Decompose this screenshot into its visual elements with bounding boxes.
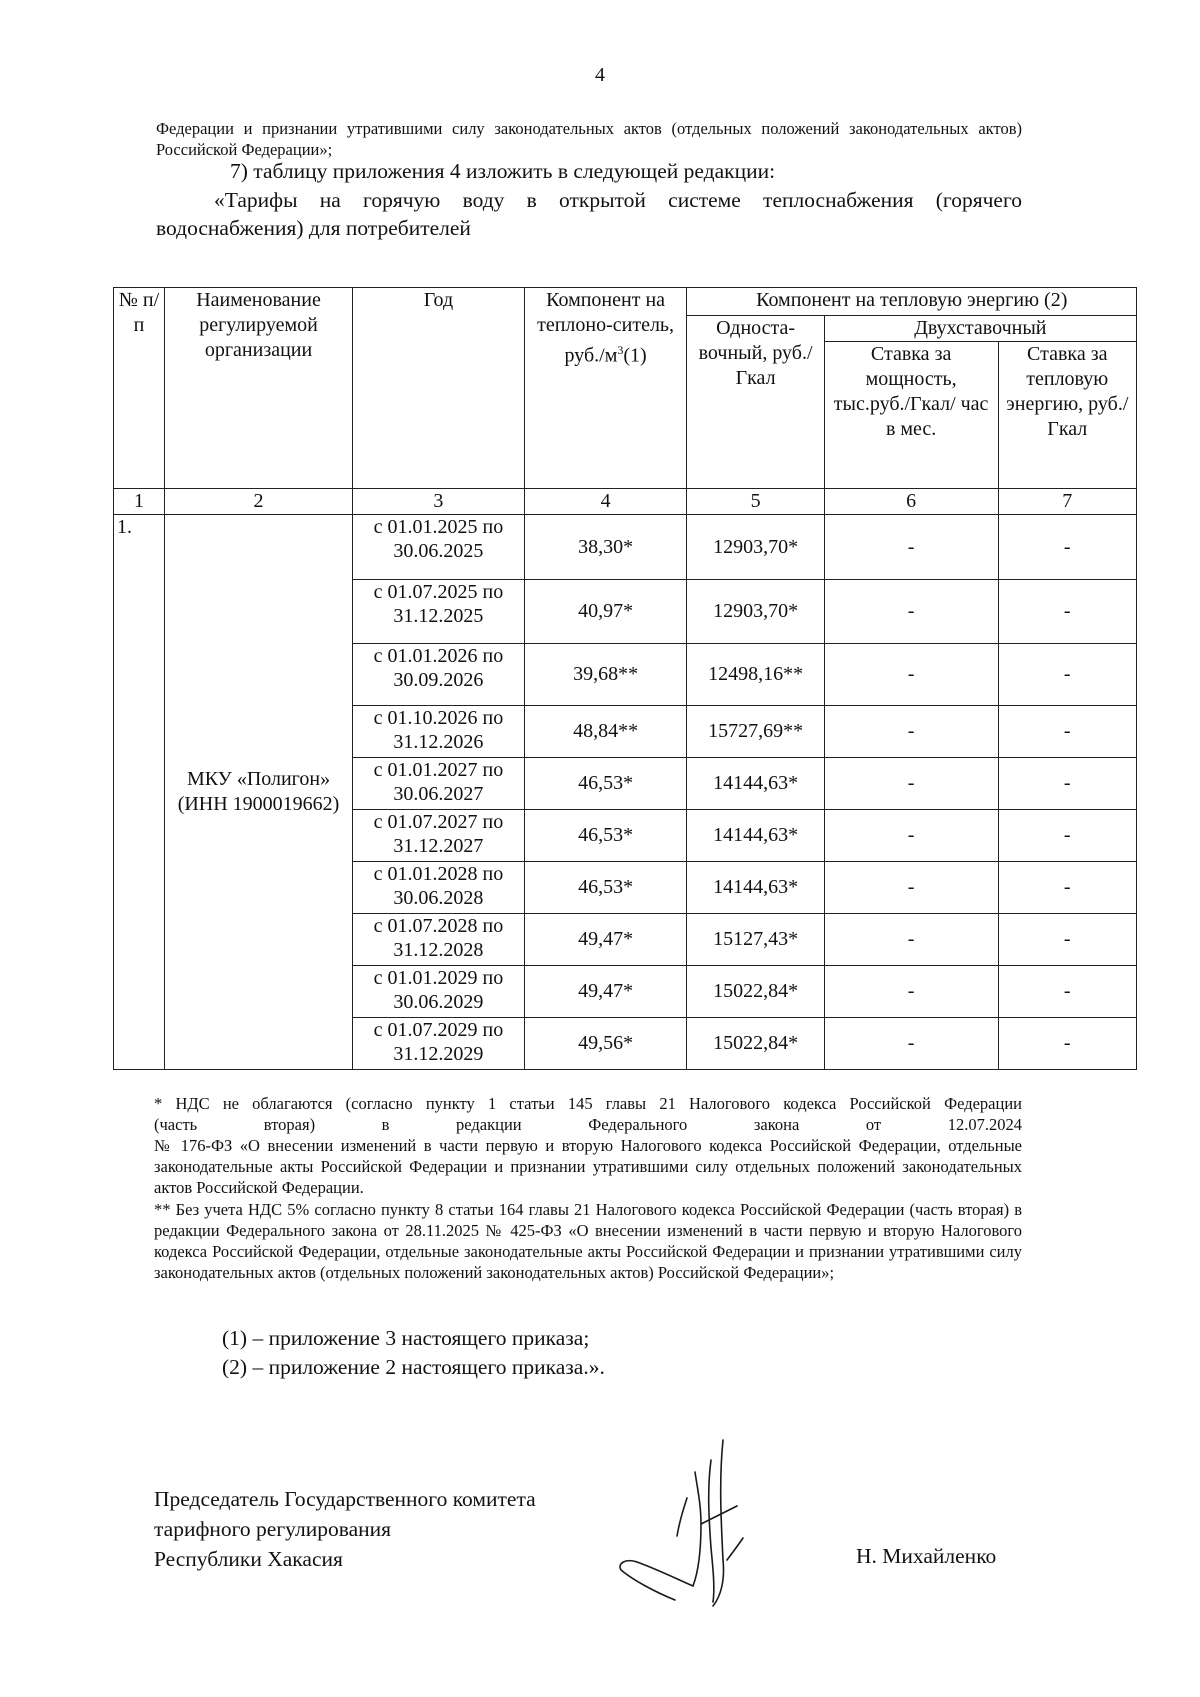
single-rate-value: 14144,63*: [687, 758, 824, 810]
table-row: [114, 515, 1137, 580]
period-cell: с 01.10.2026 по 31.12.2026: [353, 706, 525, 758]
period-cell: с 01.01.2029 по 30.06.2029: [353, 966, 525, 1018]
reference-1: (1) – приложение 3 настоящего приказа;: [222, 1326, 590, 1350]
carrier-value: 38,30*: [524, 515, 687, 580]
col-number-5: 5: [687, 489, 824, 515]
carrier-value: 49,56*: [524, 1018, 687, 1070]
single-rate-value: 15727,69**: [687, 706, 824, 758]
table-title: «Тарифы на горячую воду в открытой системе теплоснабжения (горячего водоснабжения) для потребителей: [156, 188, 1022, 240]
organization-name: МКУ «Полигон» (ИНН 1900019662): [164, 515, 352, 1070]
period-cell: с 01.07.2028 по 31.12.2028: [353, 914, 525, 966]
col-number-3: 3: [353, 489, 525, 515]
signatory-name: Н. Михайленко: [856, 1544, 997, 1568]
energy-rate-value: -: [998, 966, 1136, 1018]
header-carrier-suffix: (1): [623, 344, 647, 367]
handwritten-signature: [615, 1420, 765, 1620]
position-line-1: Председатель Государственного комитета: [154, 1487, 536, 1511]
position-line-2: тарифного регулирования: [154, 1517, 392, 1541]
capacity-rate-value: -: [824, 810, 998, 862]
capacity-rate-value: -: [824, 580, 998, 644]
page-number: 4: [595, 64, 605, 86]
period-cell: с 01.07.2029 по 31.12.2029: [353, 1018, 525, 1070]
energy-rate-value: -: [998, 644, 1136, 706]
header-double-group: Двухставочный: [824, 316, 1136, 342]
capacity-rate-value: -: [824, 862, 998, 914]
single-rate-value: 14144,63*: [687, 810, 824, 862]
single-rate-value: 12903,70*: [687, 515, 824, 580]
period-cell: с 01.01.2025 по 30.06.2025: [353, 515, 525, 580]
header-capacity: Ставка за мощность, тыс.руб./Гкал/ час в мес.: [824, 342, 998, 489]
header-year: Год: [353, 288, 525, 489]
col-number-2: 2: [164, 489, 352, 515]
footnote-star-line1: * НДС не облагаются (согласно пункту 1 статьи 145 главы 21 Налогового кодекса Российской Федерации: [154, 1094, 1022, 1113]
energy-rate-value: -: [998, 862, 1136, 914]
col-number-6: 6: [824, 489, 998, 515]
single-rate-value: 15022,84*: [687, 966, 824, 1018]
energy-rate-value: -: [998, 1018, 1136, 1070]
capacity-rate-value: -: [824, 644, 998, 706]
single-rate-value: 15127,43*: [687, 914, 824, 966]
header-energy: Ставка за тепловую энергию, руб./Гкал: [998, 342, 1136, 489]
period-cell: с 01.07.2025 по 31.12.2025: [353, 580, 525, 644]
energy-rate-value: -: [998, 810, 1136, 862]
carrier-value: 48,84**: [524, 706, 687, 758]
capacity-rate-value: -: [824, 1018, 998, 1070]
col-number-4: 4: [524, 489, 687, 515]
carrier-value: 46,53*: [524, 862, 687, 914]
energy-rate-value: -: [998, 914, 1136, 966]
signatory-position: [154, 1484, 674, 1574]
header-org: Наименование регулируемой организации: [164, 288, 352, 489]
header-num: № п/п: [114, 288, 165, 489]
carrier-value: 49,47*: [524, 914, 687, 966]
period-cell: с 01.01.2026 по 30.09.2026: [353, 644, 525, 706]
footnote-star-line2: (часть вторая) в редакции Федерального закона от 12.07.2024: [154, 1115, 1022, 1134]
period-cell: с 01.01.2028 по 30.06.2028: [353, 862, 525, 914]
header-carrier: [524, 288, 687, 489]
capacity-rate-value: -: [824, 758, 998, 810]
single-rate-value: 12903,70*: [687, 580, 824, 644]
single-rate-value: 12498,16**: [687, 644, 824, 706]
header-single: Односта-вочный, руб./Гкал: [687, 316, 824, 489]
carrier-value: 49,47*: [524, 966, 687, 1018]
single-rate-value: 14144,63*: [687, 862, 824, 914]
reference-2: (2) – приложение 2 настоящего приказа.».: [222, 1355, 605, 1379]
footnote-star-rest: № 176-ФЗ «О внесении изменений в части первую и вторую Налогового кодекса Российской Федерации, отдельные законодательные акты Российской Федерации и признании утратившими силу отдельных положений законодательных актов Российской Федерации.: [154, 1136, 1022, 1197]
carryover-text: Федерации и признании утратившими силу законодательных актов (отдельных положений законодательных актов) Российской Федерации»;: [156, 119, 1022, 159]
period-cell: с 01.01.2027 по 30.06.2027: [353, 758, 525, 810]
carrier-value: 46,53*: [524, 758, 687, 810]
header-carrier-sup: 3: [617, 343, 624, 357]
period-cell: с 01.07.2027 по 31.12.2027: [353, 810, 525, 862]
col-number-1: 1: [114, 489, 165, 515]
header-heat-group: Компонент на тепловую энергию (2): [687, 288, 1137, 316]
single-rate-value: 15022,84*: [687, 1018, 824, 1070]
carrier-value: 40,97*: [524, 580, 687, 644]
row-number: 1.: [114, 515, 165, 1070]
capacity-rate-value: -: [824, 966, 998, 1018]
col-number-7: 7: [998, 489, 1136, 515]
carrier-value: 46,53*: [524, 810, 687, 862]
energy-rate-value: -: [998, 515, 1136, 580]
item-7-text: 7) таблицу приложения 4 изложить в следующей редакции:: [230, 159, 776, 183]
capacity-rate-value: -: [824, 706, 998, 758]
tariff-table: [113, 287, 1137, 1070]
position-line-3: Республики Хакасия: [154, 1547, 343, 1571]
capacity-rate-value: -: [824, 914, 998, 966]
footnote-double-star: ** Без учета НДС 5% согласно пункту 8 статьи 164 главы 21 Налогового кодекса Российской Федерации (часть вторая) в редакции Федерального закона от 28.11.2025 № 425-ФЗ «О внесении изменений в части первую и вторую Налогового кодекса Российской Федерации, отдельные законодательные акты Российской Федерации и признании утратившими силу законодательных актов (отдельных положений законодательных актов) Российской Федерации»;: [154, 1200, 1022, 1282]
capacity-rate-value: -: [824, 515, 998, 580]
energy-rate-value: -: [998, 758, 1136, 810]
energy-rate-value: -: [998, 580, 1136, 644]
energy-rate-value: -: [998, 706, 1136, 758]
header-carrier-text: Компонент на теплоно-ситель, руб./м: [537, 289, 675, 367]
carrier-value: 39,68**: [524, 644, 687, 706]
